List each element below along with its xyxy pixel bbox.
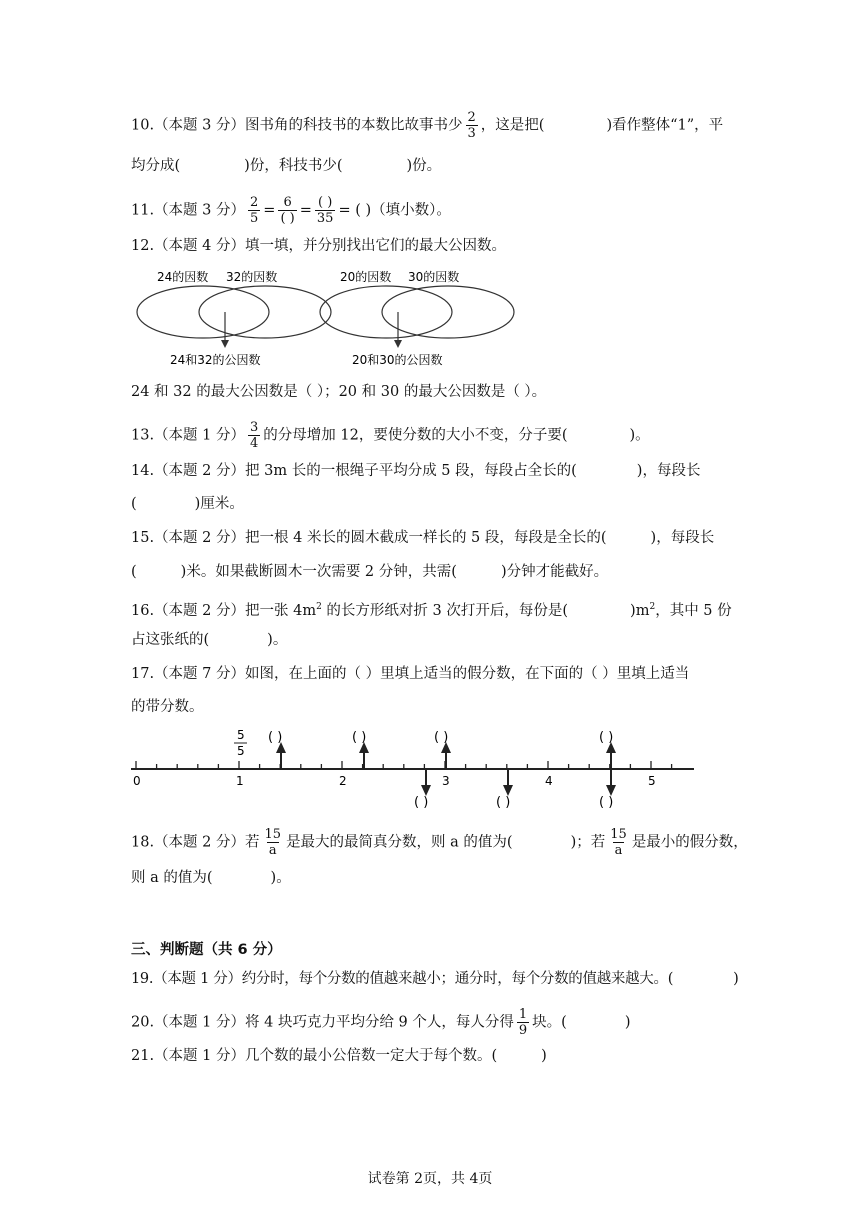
question-10-line1: 10.（本题 3 分）图书角的科技书的本数比故事书少 $\frac{2}{3}$ ，这是把( )看作整体“1”，平 [131, 110, 724, 141]
q10-text: 10.（本题 3 分）图书角的科技书的本数比故事书少 [131, 117, 463, 134]
fraction-2-5: $\frac{2}{5}$ [250, 195, 259, 226]
given-fraction-num: 5 [237, 728, 245, 742]
number-line-figure [0, 724, 860, 814]
fraction-1-9: $\frac{1}{9}$ [518, 1007, 528, 1038]
question-17-line1: 17.（本题 7 分）如图，在上面的（ ）里填上适当的假分数，在下面的（ ）里填上适当 [131, 666, 690, 682]
question-14-line1: 14.（本题 2 分）把 3m 长的一根绳子平均分成 5 段，每段占全长的( )，每段长 [131, 463, 701, 479]
venn1-left-label: 24的因数 [157, 270, 209, 284]
fraction-15-a: $\frac{15}{a}$ [610, 827, 627, 858]
page-footer: 试卷第 2页，共 4页 [367, 1171, 493, 1187]
fraction-3-4: $\frac{3}{4}$ [250, 420, 259, 451]
bottom-blank-1[interactable]: ( ) [414, 795, 429, 810]
venn1-right-label: 32的因数 [226, 270, 278, 284]
fraction-blank-den[interactable]: $\frac{6}{( )}$ [280, 195, 295, 226]
venn1-arrowhead [221, 340, 229, 348]
question-19: 19.（本题 1 分）约分时，每个分数的值越来越小；通分时，每个分数的值越来越大。( ) [131, 971, 739, 987]
question-21: 21.（本题 1 分）几个数的最小公倍数一定大于每个数。( ) [131, 1048, 547, 1064]
axis-label-5: 5 [648, 774, 656, 788]
venn2-right-circle[interactable] [382, 286, 514, 338]
bottom-blank-2[interactable]: ( ) [496, 795, 511, 810]
axis-label-1: 1 [236, 774, 244, 788]
question-16-line1: 16.（本题 2 分）把一张 $4m^2$ 的长方形纸对折 3 次打开后，每份是( )$m^2$，其中 5 份 [131, 602, 732, 619]
axis-label-2: 2 [339, 774, 347, 788]
question-15-line1: 15.（本题 2 分）把一根 4 米长的圆木截成一样长的 5 段，每段是全长的( )，每段长 [131, 530, 715, 546]
given-fraction-den: 5 [237, 744, 245, 758]
question-13: 13.（本题 1 分） $\frac{3}{4}$ 的分母增加 12，要使分数的大小不变，分子要( )。 [131, 420, 650, 451]
venn-diagram-24-32 [137, 269, 331, 367]
venn2-right-label: 30的因数 [408, 270, 460, 284]
section-title-judgement: 三、判断题（共 6 分） [131, 942, 282, 958]
fraction-2-3: $\frac{2}{3}$ [467, 110, 476, 141]
question-18-line2: 则 a 的值为( )。 [131, 870, 291, 886]
venn1-right-circle[interactable] [199, 286, 331, 338]
number-line-ticks [136, 761, 672, 769]
venn2-bottom-label: 20和30的公因数 [352, 353, 443, 367]
venn-diagrams [0, 268, 860, 368]
number-line-labels [133, 774, 656, 788]
axis-label-4: 4 [545, 774, 553, 788]
bottom-blank-3[interactable]: ( ) [599, 795, 614, 810]
axis-label-0: 0 [133, 774, 141, 788]
venn2-arrowhead [394, 340, 402, 348]
fraction-blank-num[interactable]: $\frac{( )}{35}$ [316, 195, 334, 226]
top-blank-1[interactable]: ( ) [268, 730, 283, 745]
axis-label-3: 3 [442, 774, 450, 788]
top-blank-4[interactable]: ( ) [599, 730, 614, 745]
question-18-line1: 18.（本题 2 分）若 $\frac{15}{a}$ 是最大的最简真分数，则 a 的值为( )；若 $\frac{15}{a}$ 是最小的假分数， [131, 827, 748, 858]
question-16-line2: 占这张纸的( )。 [131, 632, 288, 648]
venn1-left-circle[interactable] [137, 286, 269, 338]
question-10-line2: 均分成( )份，科技书少( )份。 [131, 158, 442, 174]
question-11: 11.（本题 3 分） $\frac{2}{5}$ = $\frac{6}{( )}$ = $\frac{( )}{35}$ = ( )（填小数）。 [131, 195, 451, 226]
venn-diagram-20-30 [320, 269, 514, 367]
question-20: 20.（本题 1 分）将 4 块巧克力平均分给 9 个人，每人分得 $\frac{1}{9}$ 块。( ) [131, 1007, 631, 1038]
question-14-line2: ( )厘米。 [131, 496, 244, 512]
question-17-line2: 的带分数。 [131, 699, 204, 715]
top-blank-2[interactable]: ( ) [352, 730, 367, 745]
venn1-bottom-label: 24和32的公因数 [170, 353, 261, 367]
question-12: 12.（本题 4 分）填一填，并分别找出它们的最大公因数。 [131, 238, 507, 254]
top-blank-3[interactable]: ( ) [434, 730, 449, 745]
question-15-line2: ( )米。如果截断圆木一次需要 2 分钟，共需( )分钟才能截好。 [131, 564, 609, 580]
venn2-left-circle[interactable] [320, 286, 452, 338]
venn2-left-label: 20的因数 [340, 270, 392, 284]
question-12-answer-line: 24 和 32 的最大公因数是（ ）；20 和 30 的最大公因数是（ ）。 [131, 384, 547, 400]
fraction-15-a: $\frac{15}{a}$ [264, 827, 282, 858]
